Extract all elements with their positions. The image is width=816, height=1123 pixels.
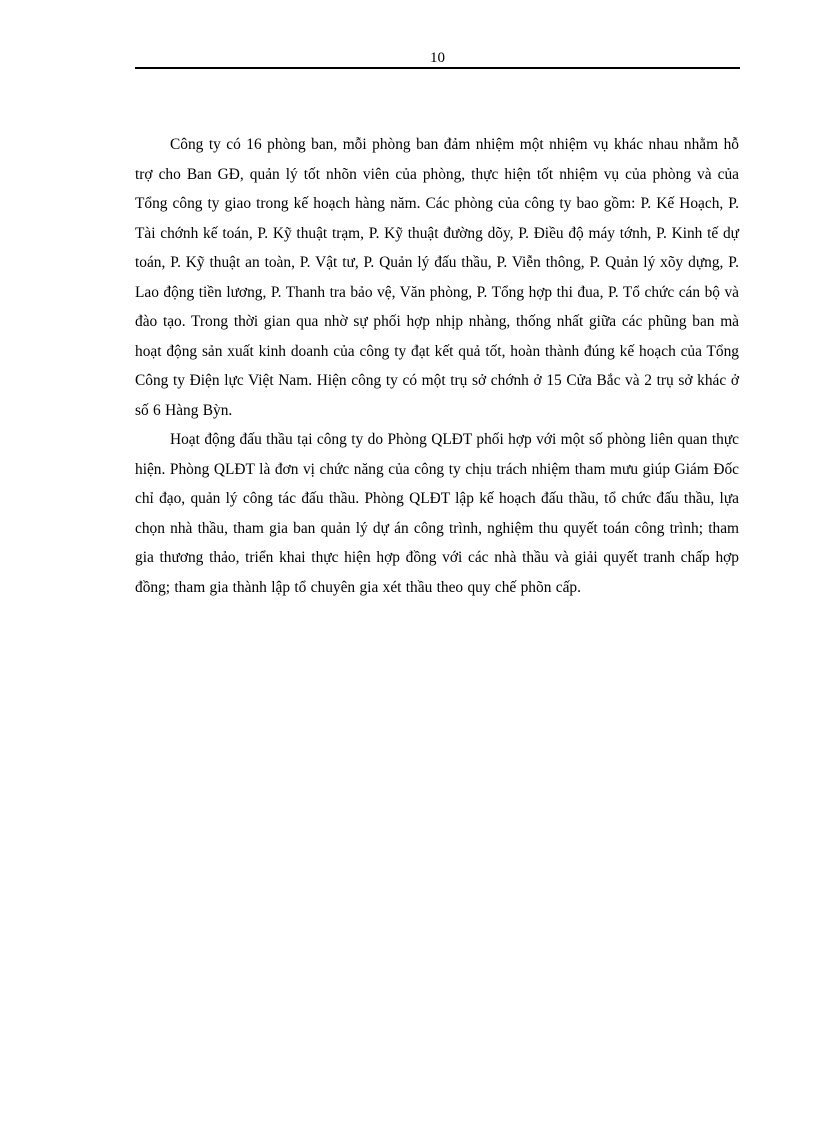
- paragraph-bidding: Hoạt động đấu thầu tại công ty do Phòng QLĐT phối hợp với một số phòng liên quan thực hiện. Phòng QLĐT là đơn vị chức năng của công ty chịu trách nhiệm tham mưu giúp Giám Đốc chỉ đạo, quản lý công tác đấu thầu. Phòng QLĐT lập kế hoạch đấu thầu, tổ chức đấu thầu, lựa chọn nhà thầu, tham gia ban quản lý dự án công trình, nghiệm thu quyết toán công trình; tham gia thương thảo, triển khai thực hiện hợp đồng với các nhà thầu và giải quyết tranh chấp hợp đồng; tham gia thành lập tổ chuyên gia xét thầu theo quy chế phõn cấp.: [135, 431, 739, 596]
- body-text: [135, 130, 739, 602]
- page-number: 10: [430, 50, 445, 66]
- header-rule: [135, 67, 740, 69]
- paragraph-departments: Công ty có 16 phòng ban, mỗi phòng ban đảm nhiệm một nhiệm vụ khác nhau nhằm hỗ trợ cho Ban GĐ, quản lý tốt nhõn viên của phòng, thực hiện tốt nhiệm vụ của phòng và của Tổng công ty giao trong kế hoạch hàng năm. Các phòng của công ty bao gồm: P. Kế Hoạch, P. Tài chớnh kế toán, P. Kỹ thuật trạm, P. Kỹ thuật đường dõy, P. Điều độ máy tớnh, P. Kinh tế dự toán, P. Kỹ thuật an toàn, P. Vật tư, P. Quản lý đấu thầu, P. Viễn thông, P. Quản lý xõy dựng, P. Lao động tiền lương, P. Thanh tra bảo vệ, Văn phòng, P. Tổng hợp thi đua, P. Tổ chức cán bộ và đào tạo. Trong thời gian qua nhờ sự phối hợp nhịp nhàng, thống nhất giữa các phũng ban mà hoạt động sản xuất kinh doanh của công ty đạt kết quả tốt, hoàn thành đúng kế hoạch của Tổng Công ty Điện lực Việt Nam. Hiện công ty có một trụ sở chớnh ở 15 Cửa Bắc và 2 trụ sở khác ở số 6 Hàng Bỳn.: [135, 136, 739, 419]
